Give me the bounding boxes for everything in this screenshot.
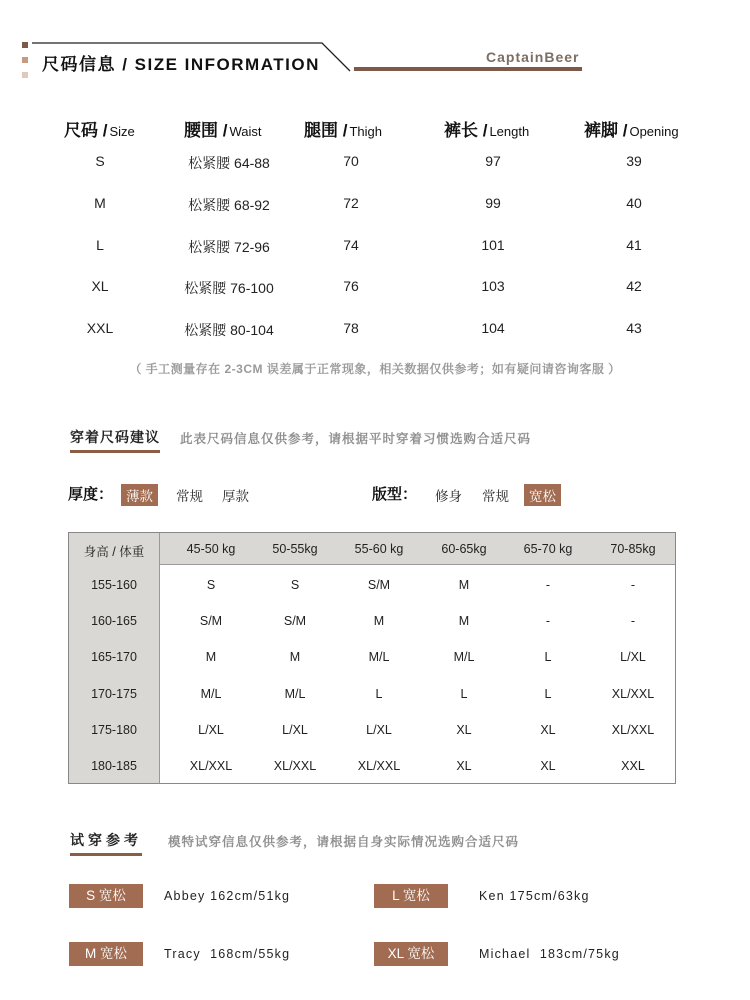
thickness-option: 厚款 xyxy=(222,489,249,504)
size-cell: L xyxy=(96,237,104,253)
length-cell: 103 xyxy=(481,278,505,294)
table-cell: L/XL xyxy=(198,723,224,737)
fit-option: 宽松 xyxy=(524,484,561,506)
height-label: 175-180 xyxy=(91,723,137,737)
table-cell: M/L xyxy=(200,687,222,701)
table-cell: S/M xyxy=(199,614,223,628)
advice-subtitle: 此表尺码信息仅供参考，请根据平时穿着习惯选购合适尺码 xyxy=(180,432,532,446)
length-cell: 104 xyxy=(481,320,505,336)
length-cell: 101 xyxy=(481,237,505,253)
model-info: Abbey 162cm/51kg xyxy=(164,889,291,903)
col-head-thigh: 腿围 / Thigh xyxy=(304,121,382,140)
table-cell: S xyxy=(290,578,300,592)
height-label: 160-165 xyxy=(91,614,137,628)
weight-header: 60-65kg xyxy=(441,542,487,556)
opening-cell: 41 xyxy=(626,237,642,253)
length-cell: 97 xyxy=(485,153,501,169)
fit-option: 常规 xyxy=(482,489,509,504)
table-cell: M xyxy=(373,614,385,628)
table-cell: M xyxy=(458,578,470,592)
table-cell: XL/XXL xyxy=(273,759,317,773)
table-cell: XL/XXL xyxy=(189,759,233,773)
table-cell: XXL xyxy=(621,759,645,773)
model-size-tag: S 宽松 xyxy=(69,884,143,908)
table-cell: - xyxy=(545,614,551,628)
thigh-cell: 72 xyxy=(343,195,359,211)
table-cell: S/M xyxy=(367,578,391,592)
table-cell: XL/XXL xyxy=(357,759,401,773)
opening-cell: 39 xyxy=(626,153,642,169)
table-cell: L/XL xyxy=(282,723,308,737)
table-cell: L xyxy=(544,687,552,701)
length-cell: 99 xyxy=(485,195,501,211)
waist-cell: 松紧腰 72-96 xyxy=(188,239,270,255)
model-size-tag: M 宽松 xyxy=(69,942,143,966)
thickness-label: 厚度： xyxy=(68,486,114,503)
waist-cell: 松紧腰 64-88 xyxy=(188,155,270,171)
table-cell: M/L xyxy=(368,650,390,664)
weight-header: 45-50 kg xyxy=(186,542,236,556)
table-cell: XL xyxy=(540,723,556,737)
advice-title: 穿着尺码建议 xyxy=(70,427,160,453)
tryon-title: 试穿参考 xyxy=(70,830,142,856)
table-cell: XL/XXL xyxy=(611,687,655,701)
waist-cell: 松紧腰 76-100 xyxy=(184,280,274,296)
table-cell: - xyxy=(545,578,551,592)
table-cell: M xyxy=(289,650,301,664)
measurement-note: （ 手工测量存在 2-3CM 误差属于正常现象，相关数据仅供参考；如有疑问请咨询客服 ） xyxy=(129,362,621,376)
table-cell: L xyxy=(375,687,383,701)
table-cell: L/XL xyxy=(366,723,392,737)
height-label: 170-175 xyxy=(91,687,137,701)
thigh-cell: 74 xyxy=(343,237,359,253)
table-cell: - xyxy=(630,614,636,628)
weight-header: 70-85kg xyxy=(610,542,656,556)
size-recommendation-table xyxy=(68,532,676,784)
fit-label: 版型： xyxy=(372,486,418,503)
model-info: Ken 175cm/63kg xyxy=(479,889,590,903)
size-cell: S xyxy=(95,153,105,169)
weight-header: 65-70 kg xyxy=(523,542,573,556)
waist-cell: 松紧腰 80-104 xyxy=(184,322,274,338)
table-corner-label: 身高 / 体重 xyxy=(83,545,145,559)
col-head-length: 裤长 / Length xyxy=(444,121,530,140)
table-cell: M/L xyxy=(453,650,475,664)
tryon-subtitle: 模特试穿信息仅供参考，请根据自身实际情况选购合适尺码 xyxy=(168,835,520,849)
weight-header: 50-55kg xyxy=(272,542,318,556)
table-cell: S/M xyxy=(283,614,307,628)
table-cell: XL xyxy=(540,759,556,773)
opening-cell: 42 xyxy=(626,278,642,294)
page-title: 尺码信息 / SIZE INFORMATION xyxy=(42,55,320,74)
height-label: 180-185 xyxy=(91,759,137,773)
model-info: Tracy 168cm/55kg xyxy=(164,947,291,961)
table-cell: - xyxy=(630,578,636,592)
table-cell: S xyxy=(206,578,216,592)
weight-header: 55-60 kg xyxy=(354,542,404,556)
thigh-cell: 70 xyxy=(343,153,359,169)
opening-cell: 43 xyxy=(626,320,642,336)
col-head-waist: 腰围 / Waist xyxy=(184,121,262,140)
header-accent-bar xyxy=(354,67,582,71)
table-cell: L/XL xyxy=(620,650,646,664)
table-cell: XL xyxy=(456,723,472,737)
table-cell: M xyxy=(205,650,217,664)
height-label: 165-170 xyxy=(91,650,137,664)
model-size-tag: L 宽松 xyxy=(374,884,448,908)
size-cell: XXL xyxy=(86,320,114,336)
waist-cell: 松紧腰 68-92 xyxy=(188,197,270,213)
model-info: Michael 183cm/75kg xyxy=(479,947,620,961)
size-cell: XL xyxy=(91,278,109,294)
table-cell: M/L xyxy=(284,687,306,701)
opening-cell: 40 xyxy=(626,195,642,211)
table-cell: XL xyxy=(456,759,472,773)
thickness-option: 薄款 xyxy=(121,484,158,506)
height-label: 155-160 xyxy=(91,578,137,592)
model-size-tag: XL 宽松 xyxy=(374,942,448,966)
thickness-option: 常规 xyxy=(176,489,203,504)
table-cell: M xyxy=(458,614,470,628)
thigh-cell: 76 xyxy=(343,278,359,294)
thigh-cell: 78 xyxy=(343,320,359,336)
fit-option: 修身 xyxy=(435,489,462,504)
brand-logo: CaptainBeer xyxy=(486,49,580,65)
header-lines xyxy=(0,0,750,90)
table-cell: XL/XXL xyxy=(611,723,655,737)
size-cell: M xyxy=(94,195,106,211)
col-head-opening: 裤脚 / Opening xyxy=(584,121,679,140)
table-cell: L xyxy=(544,650,552,664)
table-cell: L xyxy=(460,687,468,701)
col-head-size: 尺码 / Size xyxy=(64,121,135,140)
